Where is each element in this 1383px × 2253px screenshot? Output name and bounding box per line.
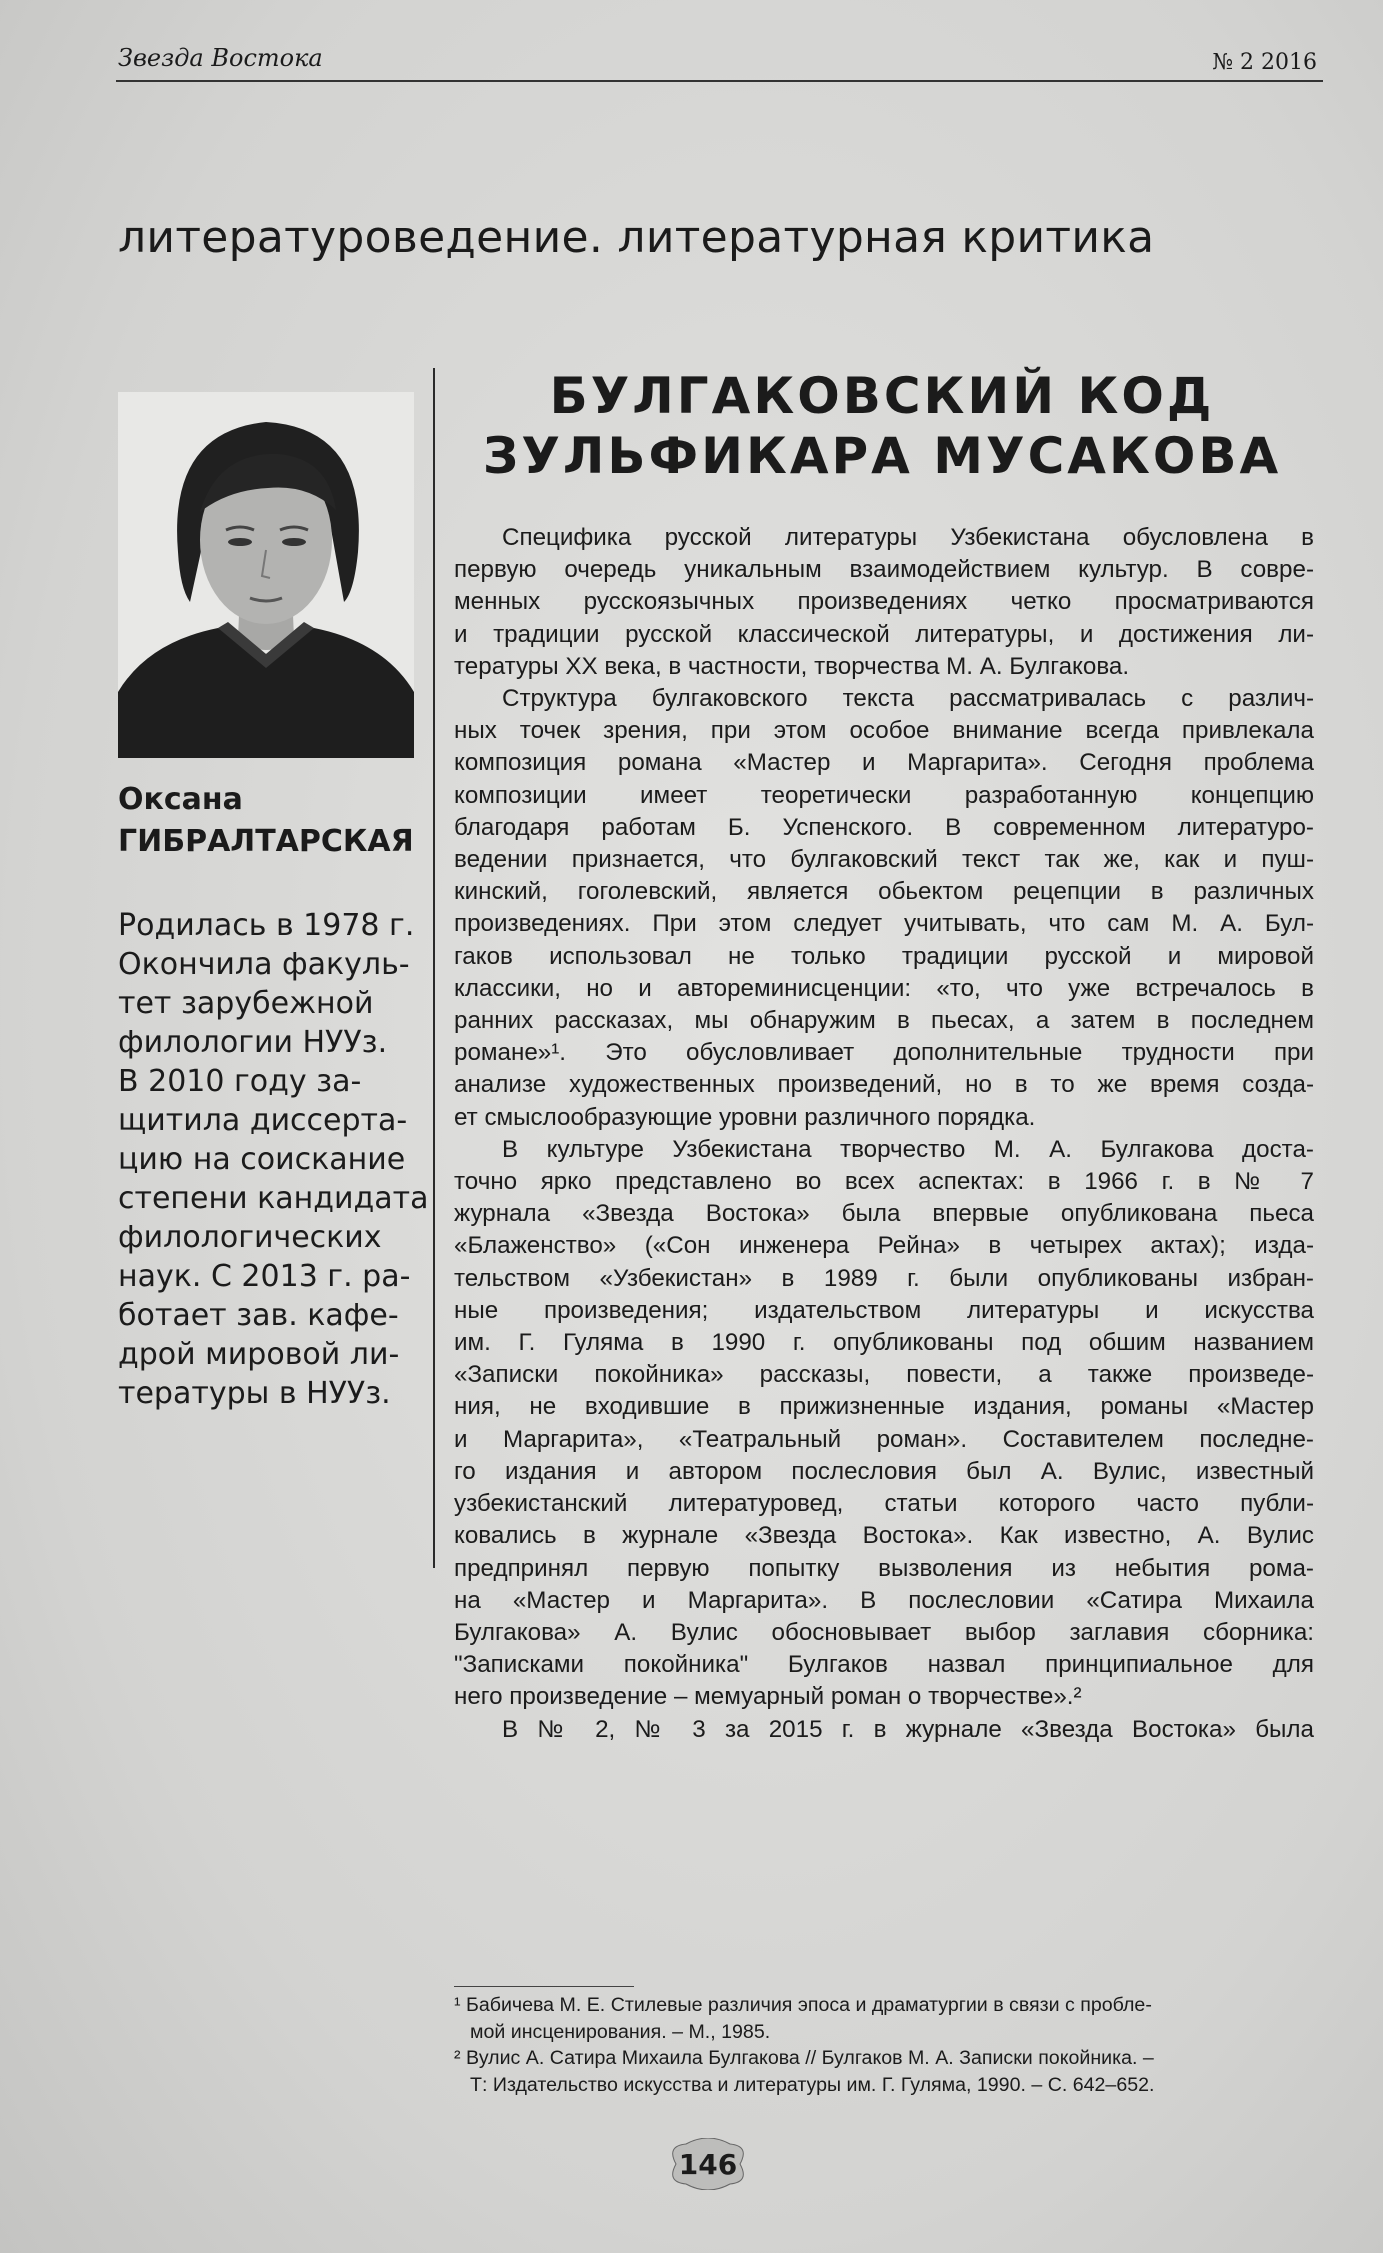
paragraph-line: ет смыслообразующие уровни различного порядка. (454, 1103, 1036, 1131)
author-first-name: Оксана (118, 782, 243, 817)
paragraph-line: точно ярко представлено во всех аспектах: в 1966 г. в № 7 (454, 1168, 1314, 1196)
article-title-line: ЗУЛЬФИКАРА МУСАКОВА (482, 427, 1282, 485)
footnote-divider (454, 1986, 634, 1987)
article-title (452, 366, 1312, 486)
paragraph-line: композиции имеет теоретически разработанную концепцию (454, 781, 1314, 809)
paragraph-line: тературы XX века, в частности, творчества М. А. Булгакова. (454, 652, 1130, 680)
bio-line: дрой мировой ли- (118, 1337, 400, 1372)
footnote-line: ² Вулис А. Сатира Михаила Булгакова // Булгаков М. А. Записки покойника. – (454, 2047, 1154, 2069)
footnote-line: ¹ Бабичева М. Е. Стилевые различия эпоса и драматургии в связи с пробле- (454, 1994, 1152, 2016)
paragraph-line: им. Г. Гуляма в 1990 г. опубликованы под обшим названием (454, 1329, 1314, 1357)
header-divider (116, 80, 1323, 82)
page-number-text: 146 (678, 2147, 738, 2181)
bio-line: В 2010 году за- (118, 1064, 362, 1099)
author-bio (118, 906, 429, 1413)
paragraph-line: на «Мастер и Маргарита». В послесловии «Сатира Михаила (454, 1586, 1314, 1614)
paragraph-line: произведениях. При этом следует учитывать, что сам М. А. Бул- (454, 910, 1314, 938)
paragraph-line: журнала «Звезда Востока» была впервые опубликована пьеса (454, 1200, 1314, 1228)
paragraph-line: "Записками покойника" Булгаков назвал принципиальное для (454, 1651, 1314, 1679)
bio-line: филологии НУУз. (118, 1025, 388, 1060)
paragraph-line: и Маргарита», «Театральный роман». Составителем последне- (454, 1425, 1314, 1453)
bio-line: тературы в НУУз. (118, 1376, 391, 1411)
paragraph-line: менных русскоязычных произведениях четко просматриваются (454, 588, 1314, 616)
footnote-line: мой инсценирования. – М., 1985. (470, 2020, 771, 2043)
page-number (666, 2138, 750, 2190)
paragraph-line: предпринял первую попытку вызволения из небытия рома- (454, 1554, 1314, 1582)
paragraph-line: гаков использовал не только традиции русской и мировой (454, 942, 1314, 970)
footnotes (454, 1992, 1314, 2098)
bio-line: наук. С 2013 г. ра- (118, 1259, 411, 1294)
paragraph-line: романе»¹. Это обусловливает дополнительные трудности при (454, 1039, 1314, 1067)
paragraph-line: ния, не входившие в прижизненные издания, романы «Мастер (454, 1393, 1314, 1421)
paragraph-line: благодаря работам Б. Успенского. В современном литературо- (454, 813, 1314, 841)
issue-number: № 2 2016 (1212, 50, 1317, 75)
paragraph-line: тельством «Узбекистан» в 1989 г. были опубликованы избран- (454, 1264, 1314, 1292)
paragraph-line: первую очередь уникальным взаимодействием культур. В совре- (454, 556, 1314, 584)
paragraph-line: В № 2, № 3 за 2015 г. в журнале «Звезда Востока» была (502, 1715, 1314, 1743)
bio-line: ботает зав. кафе- (118, 1298, 399, 1333)
paragraph-line: ковались в журнале «Звезда Востока». Как известно, А. Вулис (454, 1522, 1314, 1550)
bio-line: цию на соискание (118, 1142, 406, 1177)
paragraph-line: Булгакова» А. Вулис обосновывает выбор заглавия сборника: (454, 1618, 1314, 1646)
paragraph-line: ранних рассказах, мы обнаружим в пьесах, а затем в последнем (454, 1007, 1314, 1035)
paragraph-line: анализе художественных произведений, но в то же время созда- (454, 1071, 1314, 1099)
bio-line: степени кандидата (118, 1181, 429, 1216)
paragraph-line: него произведение – мемуарный роман о творчестве».² (454, 1683, 1082, 1711)
paragraph-line: Структура булгаковского текста рассматривалась с различ- (502, 685, 1314, 713)
paragraph-line: ведении признается, что булгаковский текст так же, как и пуш- (454, 846, 1314, 874)
bio-line: щитила диссерта- (118, 1103, 408, 1138)
paragraph-line: го издания и автором послесловия был А. Вулис, известный (454, 1457, 1314, 1485)
author-last-name: ГИБРАЛТАРСКАЯ (118, 824, 414, 859)
paragraph-line: ные произведения; издательством литературы и искусства (454, 1296, 1314, 1324)
paragraph-line: узбекистанский литературовед, статьи которого часто публи- (454, 1490, 1314, 1518)
bio-line: Родилась в 1978 г. (118, 908, 415, 943)
footnote-line: Т: Издательство искусства и литературы им. Г. Гуляма, 1990. – С. 642–652. (470, 2073, 1155, 2096)
paragraph-line: классики, но и автореминисценции: «то, что уже встречалось в (454, 974, 1314, 1002)
paragraph-line: «Блаженство» («Сон инженера Рейна» в четырех актах); изда- (454, 1232, 1314, 1260)
article-body (454, 522, 1314, 1746)
section-title: литературоведение. литературная критика (118, 212, 1155, 263)
paragraph-line: В культуре Узбекистана творчество М. А. Булгакова доста- (502, 1135, 1314, 1163)
article-title-line: БУЛГАКОВСКИЙ КОД (549, 367, 1215, 425)
paragraph-line: композиция романа «Мастер и Маргарита». Сегодня проблема (454, 749, 1314, 777)
bio-line: филологических (118, 1220, 382, 1255)
author-photo (118, 392, 414, 758)
journal-name: Звезда Востока (118, 44, 323, 72)
paragraph-line: «Записки покойника» рассказы, повести, а также произведе- (454, 1361, 1314, 1389)
paragraph-line: и традиции русской классической литературы, и достижения ли- (454, 620, 1314, 648)
bio-line: тет зарубежной (118, 986, 374, 1021)
paragraph-line: ных точек зрения, при этом особое внимание всегда привлекала (454, 717, 1314, 745)
paragraph-line: кинский, гоголевский, является обьектом рецепции в различных (454, 878, 1314, 906)
paragraph-line: Специфика русской литературы Узбекистана обусловлена в (502, 524, 1314, 551)
bio-line: Окончила факуль- (118, 947, 410, 982)
column-divider (433, 368, 435, 1568)
